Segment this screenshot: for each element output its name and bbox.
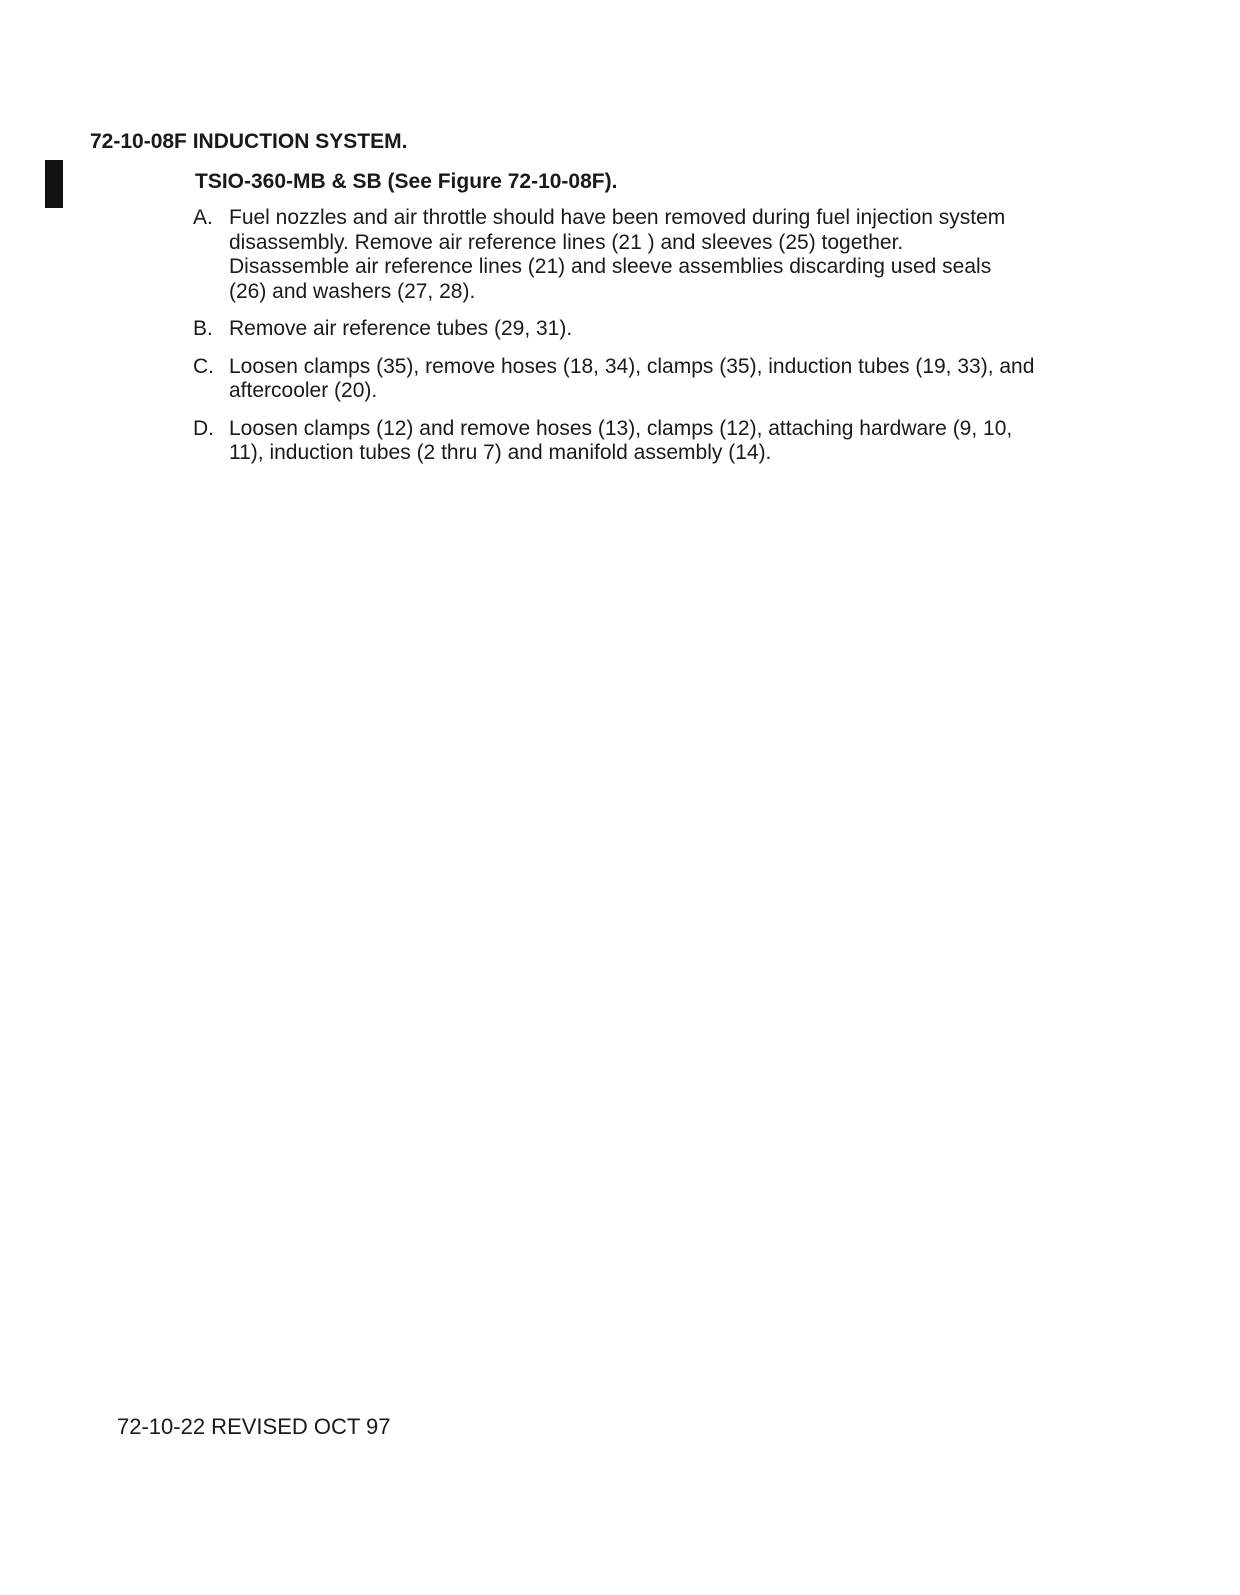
step-letter: D. bbox=[193, 416, 214, 440]
step-c bbox=[193, 355, 1093, 404]
step-letter: C. bbox=[193, 354, 214, 378]
procedure-steps bbox=[193, 206, 1093, 479]
section-heading: 72-10-08F INDUCTION SYSTEM. bbox=[90, 130, 408, 153]
step-line: aftercooler (20). bbox=[229, 379, 378, 402]
step-line: Loosen clamps (35), remove hoses (18, 34), clamps (35), induction tubes (19, 33), and bbox=[229, 354, 1035, 378]
step-text bbox=[229, 317, 1093, 342]
step-letter: B. bbox=[193, 317, 213, 340]
step-text bbox=[229, 417, 1093, 466]
step-line: Remove air reference tubes (29, 31). bbox=[229, 317, 573, 340]
step-line: disassembly. Remove air reference lines (21 ) and sleeves (25) together. bbox=[229, 230, 904, 254]
step-line: Fuel nozzles and air throttle should have been removed during fuel injection system bbox=[229, 206, 1006, 229]
sub-heading: TSIO-360-MB & SB (See Figure 72-10-08F). bbox=[195, 170, 618, 193]
revision-change-bar bbox=[45, 160, 63, 208]
step-text bbox=[229, 206, 1093, 304]
step-line: 11), induction tubes (2 thru 7) and manifold assembly (14). bbox=[229, 441, 772, 464]
step-text bbox=[229, 355, 1093, 404]
step-line: Disassemble air reference lines (21) and sleeve assemblies discarding used seals bbox=[229, 255, 992, 278]
step-a bbox=[193, 206, 1093, 304]
step-line: Loosen clamps (12) and remove hoses (13), clamps (12), attaching hardware (9, 10, bbox=[229, 416, 1013, 440]
step-line: (26) and washers (27, 28). bbox=[229, 279, 476, 303]
page-footer: 72-10-22 REVISED OCT 97 bbox=[117, 1414, 391, 1439]
step-b bbox=[193, 317, 1093, 342]
step-letter: A. bbox=[193, 206, 213, 229]
step-d bbox=[193, 417, 1093, 466]
